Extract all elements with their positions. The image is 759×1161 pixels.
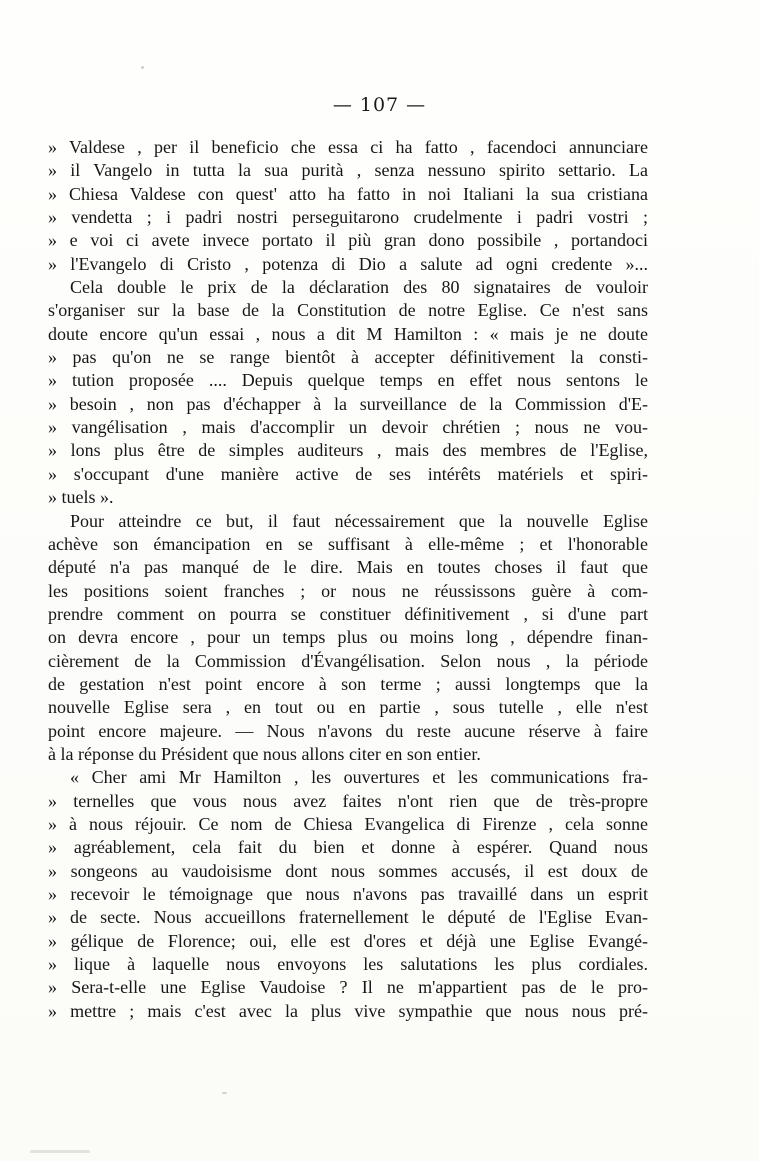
- paper-speck: [30, 1150, 90, 1153]
- text-line: les positions soient franches ; or nous ne réussissons guère à com-: [48, 580, 648, 601]
- text-line: Cela double le prix de la déclaration des 80 signataires de vouloir: [70, 277, 648, 298]
- text-line: point encore majeure. — Nous n'avons du reste aucune réserve à faire: [48, 720, 648, 741]
- text-line: » agréablement, cela fait du bien et donne à espérer. Quand nous: [48, 837, 648, 858]
- text-line: » gélique de Florence; oui, elle est d'ores et déjà une Eglise Evangé-: [48, 930, 648, 951]
- text-line: » l'Evangelo di Cristo , potenza di Dio a salute ad ogni credente »...: [48, 253, 648, 274]
- text-line: » de secte. Nous accueillons fraternellement le député de l'Eglise Evan-: [48, 907, 648, 928]
- text-line: nouvelle Eglise sera , en tout ou en partie , sous tutelle , elle n'est: [48, 697, 648, 718]
- paper-speck: [141, 66, 144, 69]
- text-line: » Sera-t-elle une Eglise Vaudoise ? Il ne m'appartient pas de le pro-: [48, 977, 648, 998]
- text-line: » tution proposée .... Depuis quelque temps en effet nous sentons le: [48, 370, 648, 391]
- text-line: » tuels ».: [48, 487, 114, 508]
- text-line: » s'occupant d'une manière active de ses intérêts matériels et spiri-: [48, 463, 648, 484]
- text-line: » ternelles que vous nous avez faites n'ont rien que de très-propre: [48, 790, 648, 811]
- text-line: » Chiesa Valdese con quest' atto ha fatto in noi Italiani la sua cristiana: [48, 183, 648, 204]
- text-line: député n'a pas manqué de le dire. Mais en toutes choses il faut que: [48, 557, 648, 578]
- text-line: » Valdese , per il beneficio che essa ci ha fatto , facendoci annunciare: [48, 137, 648, 157]
- text-line: » recevoir le témoignage que nous n'avons pas travaillé dans un esprit: [48, 884, 648, 904]
- text-line: « Cher ami Mr Hamilton , les ouvertures et les communications fra-: [70, 767, 648, 788]
- text-line: Pour atteindre ce but, il faut nécessairement que la nouvelle Eglise: [70, 510, 648, 531]
- text-line: à la réponse du Président que nous allons citer en son entier.: [48, 743, 481, 764]
- paper-speck: [222, 1092, 227, 1094]
- text-line: » pas qu'on ne se range bientôt à accepter définitivement la consti-: [48, 347, 648, 368]
- text-line: » mettre ; mais c'est avec la plus vive sympathie que nous nous pré-: [48, 1000, 648, 1021]
- body-text: [48, 136, 648, 1023]
- text-line: » besoin , non pas d'échapper à la surveillance de la Commission d'E-: [48, 393, 648, 414]
- text-line: » vendetta ; i padri nostri perseguitarono crudelmente i padri vostri ;: [48, 207, 648, 228]
- text-line: on devra encore , pour un temps plus ou moins long , dépendre finan-: [48, 627, 648, 648]
- text-line: » songeons au vaudoisisme dont nous sommes accusés, il est doux de: [48, 860, 648, 881]
- text-line: » e voi ci avete invece portato il più gran dono possibile , portandoci: [48, 230, 648, 251]
- page-number: — 107 —: [332, 94, 427, 116]
- text-line: de gestation n'est point encore à son terme ; aussi longtemps que la: [48, 673, 648, 694]
- text-line: » lique à laquelle nous envoyons les salutations les plus cordiales.: [48, 954, 648, 975]
- text-line: s'organiser sur la base de la Constitution de notre Eglise. Ce n'est sans: [48, 300, 648, 321]
- text-line: prendre comment on pourra se constituer définitivement , si d'une part: [48, 603, 648, 624]
- text-line: achève son émancipation en se suffisant à elle-même ; et l'honorable: [48, 533, 648, 554]
- text-line: » à nous réjouir. Ce nom de Chiesa Evangelica di Firenze , cela sonne: [48, 813, 648, 834]
- text-line: cièrement de la Commission d'Évangélisation. Selon nous , la période: [48, 650, 648, 671]
- text-line: » lons plus être de simples auditeurs , mais des membres de l'Eglise,: [48, 440, 648, 461]
- text-line: doute encore qu'un essai , nous a dit M Hamilton : « mais je ne doute: [48, 323, 648, 344]
- text-line: » il Vangelo in tutta la sua purità , senza nessuno spirito settario. La: [48, 160, 648, 181]
- text-line: » vangélisation , mais d'accomplir un devoir chrétien ; nous ne vou-: [48, 417, 648, 438]
